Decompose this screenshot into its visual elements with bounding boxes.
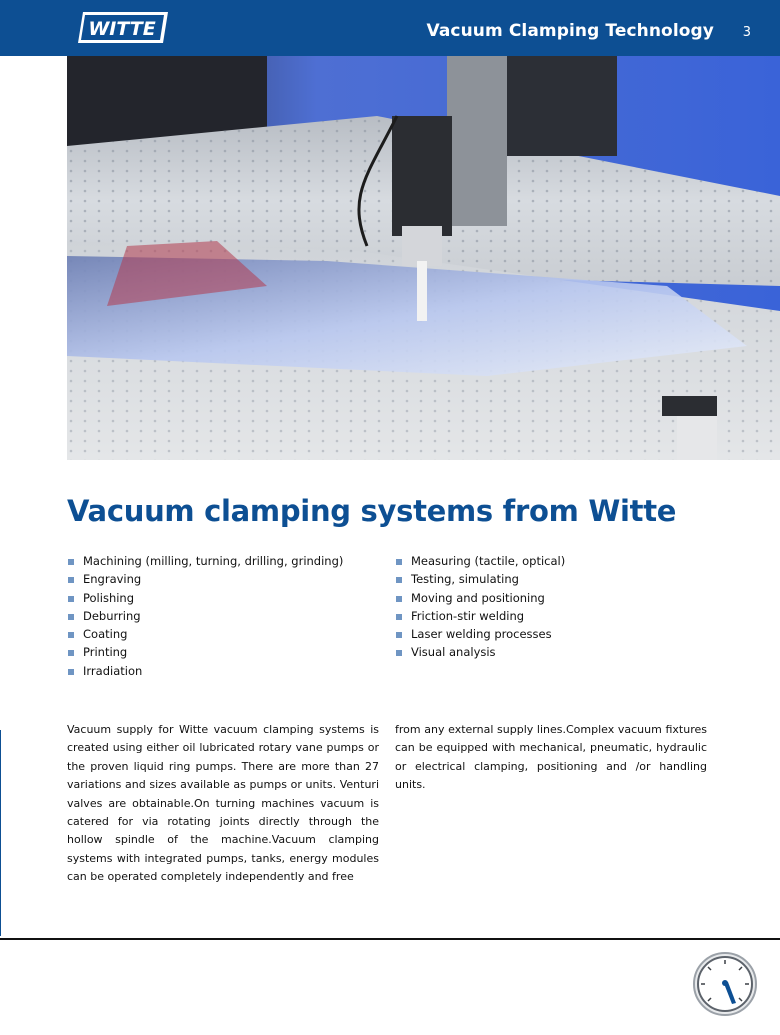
- list-item: Coating: [67, 625, 343, 643]
- pressure-gauge-icon: [692, 951, 758, 1017]
- list-item: Polishing: [67, 589, 343, 607]
- page-headline: Vacuum clamping systems from Witte: [67, 494, 677, 528]
- witte-logo: [77, 11, 169, 44]
- list-item: Deburring: [67, 607, 343, 625]
- machining-photo-illustration: [67, 56, 780, 460]
- list-item: Laser welding processes: [395, 625, 565, 643]
- body-text-column-left: Vacuum supply for Witte vacuum clamping systems is created using either oil lubricated rotary vane pumps or the proven liquid ring pumps. There are more than 27 variations and sizes available as pumps or units. Venturi valves are obtainable.On turning machines vacuum is catered for via rotating joints directly through the hollow spindle of the machine.Vacuum clamping systems with integrated pumps, tanks, energy modules can be operated completely independently and free: [67, 723, 379, 884]
- list-item: Machining (milling, turning, drilling, grinding): [67, 552, 343, 570]
- list-item: Measuring (tactile, optical): [395, 552, 565, 570]
- list-item: Irradiation: [67, 662, 343, 680]
- list-item: Visual analysis: [395, 643, 565, 661]
- list-item: Moving and positioning: [395, 589, 565, 607]
- applications-list-right: [395, 552, 565, 662]
- list-item: Testing, simulating: [395, 570, 565, 588]
- footer-rule: [0, 938, 780, 940]
- svg-text:WITTE: WITTE: [88, 18, 156, 40]
- list-item: Engraving: [67, 570, 343, 588]
- hero-photo: [67, 56, 780, 460]
- body-text-column-right: from any external supply lines.Complex vacuum fixtures can be equipped with mechanical, pneumatic, hydraulic or electrical clamping, positioning and /or handling units.: [395, 723, 707, 792]
- page-header: [0, 0, 780, 56]
- list-item: Friction-stir welding: [395, 607, 565, 625]
- applications-list-left: [67, 552, 343, 680]
- margin-rule: [0, 730, 1, 936]
- header-title: Vacuum Clamping Technology: [426, 21, 714, 41]
- page-number: 3: [742, 25, 751, 40]
- list-item: Printing: [67, 643, 343, 661]
